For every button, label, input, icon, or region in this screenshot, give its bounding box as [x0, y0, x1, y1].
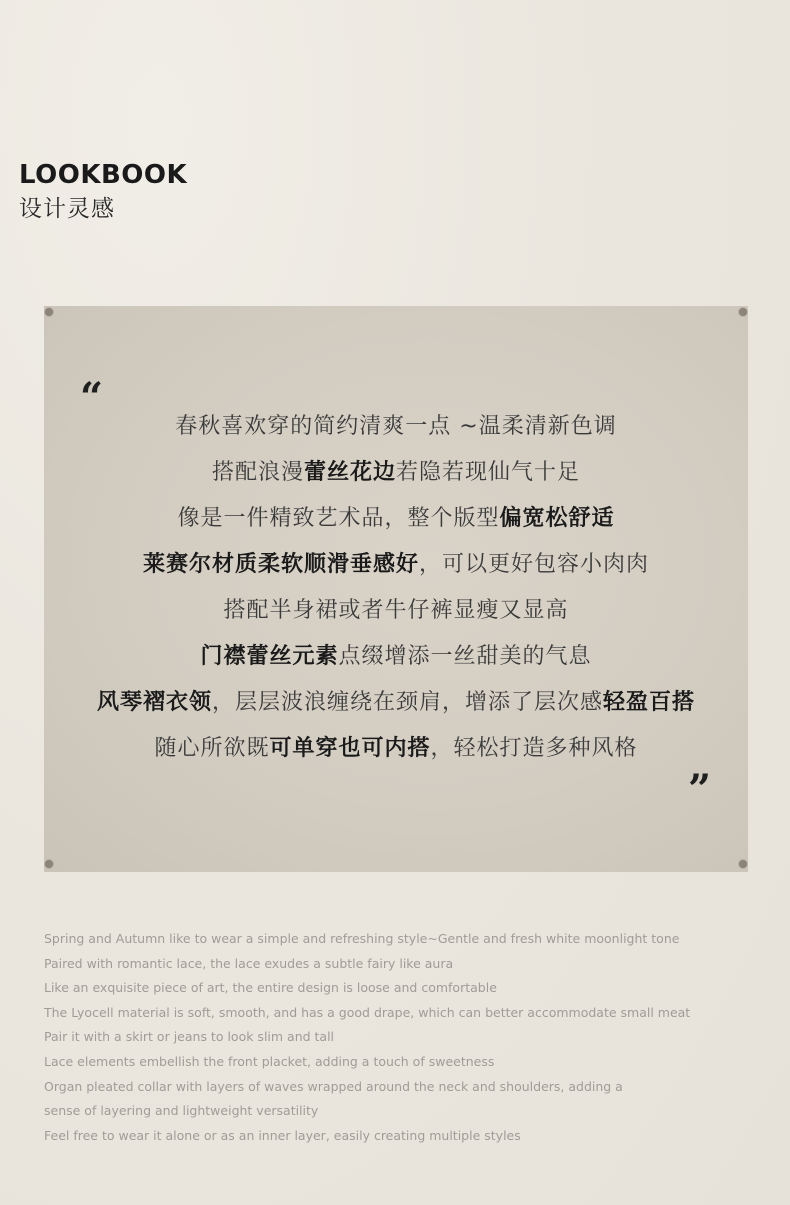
- description-line-cn: [44, 496, 748, 542]
- heading-title-en: LOOKBOOK: [19, 160, 188, 190]
- description-line-en: The Lyocell material is soft, smooth, and has a good drape, which can better accommodate small meat: [44, 1004, 691, 1020]
- description-text: ，层层波浪缠绕在颈肩，增添了层次感: [211, 690, 603, 715]
- description-line-en: Feel free to wear it alone or as an inner layer, easily creating multiple styles: [44, 1127, 521, 1143]
- description-line-cn: [44, 680, 748, 726]
- description-line-en: sense of layering and lightweight versatility: [44, 1103, 319, 1119]
- open-quote-icon: “: [80, 374, 104, 421]
- description-line-cn: [44, 726, 748, 772]
- highlight-text: 偏宽松舒适: [499, 506, 615, 531]
- pin-icon: [45, 308, 53, 316]
- description-line-cn: [44, 634, 748, 680]
- description-text: ，可以更好包容小肉肉: [419, 552, 650, 577]
- highlight-text: 莱赛尔材质柔软顺滑垂感好: [142, 552, 419, 577]
- highlight-text: 门襟蕾丝元素: [200, 644, 339, 669]
- description-text: 若隐若现仙气十足: [396, 460, 581, 485]
- close-quote-icon: ”: [688, 766, 712, 813]
- heading-title-cn: 设计灵感: [19, 196, 115, 222]
- english-description: [44, 927, 764, 1148]
- description-line-cn: [44, 450, 748, 496]
- highlight-text: 轻盈百搭: [603, 690, 696, 715]
- pin-icon: [739, 860, 747, 868]
- description-text: 像是一件精致艺术品，整个版型: [177, 506, 500, 531]
- description-line-en: Like an exquisite piece of art, the entire design is loose and comfortable: [44, 980, 497, 996]
- description-line-en: Spring and Autumn like to wear a simple and refreshing style~Gentle and fresh white moonlight tone: [44, 931, 680, 946]
- description-text: ，轻松打造多种风格: [430, 736, 638, 761]
- description-line-en: Paired with romantic lace, the lace exudes a subtle fairy like aura: [44, 955, 454, 971]
- description-line-cn: [44, 542, 748, 588]
- description-text: 随心所欲既: [154, 736, 270, 761]
- description-line-cn: [44, 588, 748, 634]
- description-text: 搭配半身裙或者牛仔裤显瘦又显高: [223, 598, 569, 623]
- chinese-description: [44, 404, 748, 772]
- description-text: 春秋喜欢穿的简约清爽一点 ~温柔清新色调: [175, 414, 617, 439]
- lookbook-heading: [19, 158, 187, 224]
- description-text: 搭配浪漫: [211, 460, 304, 485]
- description-line-en: Pair it with a skirt or jeans to look slim and tall: [44, 1029, 335, 1045]
- description-line-cn: [44, 404, 748, 450]
- highlight-text: 风琴褶衣领: [96, 690, 212, 715]
- description-line-en: Lace elements embellish the front placket, adding a touch of sweetness: [44, 1053, 495, 1069]
- pin-icon: [739, 308, 747, 316]
- highlight-text: 可单穿也可内搭: [269, 736, 431, 761]
- description-text: 点缀增添一丝甜美的气息: [338, 644, 592, 669]
- description-line-en: Organ pleated collar with layers of waves wrapped around the neck and shoulders, adding a: [44, 1078, 623, 1094]
- pin-icon: [45, 860, 53, 868]
- highlight-text: 蕾丝花边: [303, 460, 396, 485]
